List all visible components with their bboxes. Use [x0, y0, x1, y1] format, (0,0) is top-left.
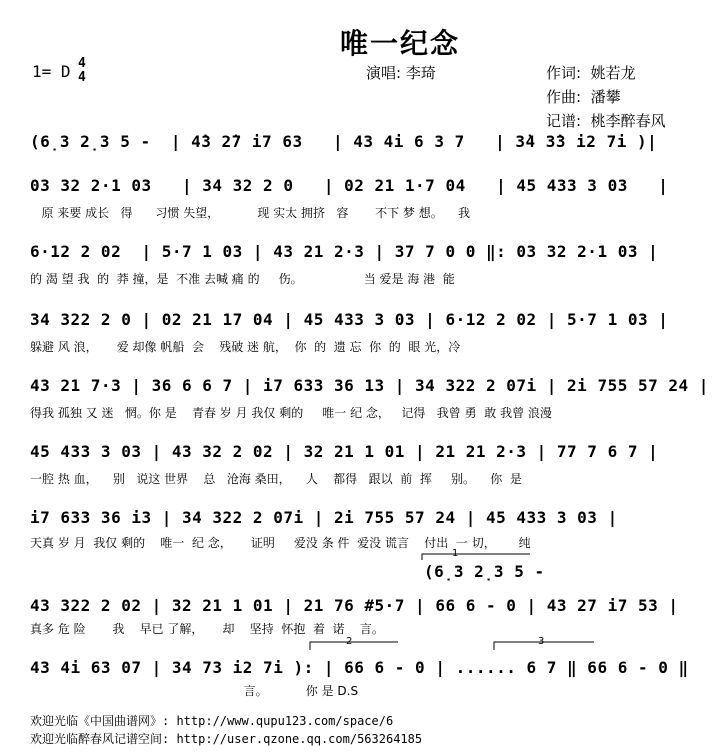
- lyrics-line-9: 言。 你 是 D.S: [30, 684, 359, 698]
- lyrics-line-8: 真多 危 险 我 早已 了解， 却 坚持 怀抱 着 诺 言。: [30, 622, 384, 636]
- volta-1-number: 1: [452, 548, 459, 559]
- time-signature-top: 4: [78, 56, 86, 71]
- lyrics-line-7: 天真 岁 月 我仅 剩的 唯一 纪 念， 证明 爱没 条 件 爱没 谎言 付出 一 切， 纯: [30, 536, 531, 550]
- volta-1-melody: (6̣3 2̣3 5 -: [424, 562, 545, 581]
- footer-link-qzone[interactable]: 欢迎光临醉春风记谱空间: http://user.qzone.qq.com/563264185: [30, 732, 423, 746]
- melody-line-1: (6̣3 2̣3 5 - | 4̇3 2̇7 i7 63 | 43 4i 6 3 7 | 3̇4 3̇3 i2 7i )|: [30, 132, 658, 151]
- time-signature-bottom: 4: [78, 70, 86, 85]
- melody-line-6: 45 433 3 03 | 43 32 2 02 | 32 21 1 01 | 21 21 2·3 | 77 7 6 7 |: [30, 442, 659, 461]
- footer-link-qupu[interactable]: 欢迎光临《中国曲谱网》: http://www.qupu123.com/space/6: [30, 714, 394, 728]
- lyrics-line-6: 一腔 热 血， 别 说这 世界 总 沧海 桑田， 人 都得 跟以 前 挥 别。 你 是: [30, 472, 522, 486]
- key-signature: 1= D: [32, 62, 71, 81]
- lyricist-credit: 作词: 姚若龙: [546, 64, 636, 82]
- melody-line-9: 43 4i 63 07 | 34 73 i2 7i ): | 66 6 - 0 | ...... 6 7 ‖ 66 6 - 0 ‖: [30, 658, 689, 677]
- composer-credit: 作曲: 潘攀: [546, 88, 621, 106]
- melody-line-5: 43 21 7·3 | 36 6 6 7 | i7 633 36 13 | 34 322 2 07i | 2i 755 57 24 |: [30, 376, 709, 395]
- singer-credit: 演唱: 李琦: [366, 64, 436, 82]
- lyrics-line-2: 原 来要 成长 得 习惯 失望， 现 实太 拥挤 容 不下 梦 想。 我: [30, 206, 471, 220]
- page-title: 唯一纪念: [340, 27, 461, 60]
- transcriber-credit: 记谱: 桃李醉春风: [546, 112, 666, 130]
- volta-3-number: 3: [538, 636, 545, 647]
- lyrics-line-3: 的 渴 望 我 的 莽 撞，是 不准 去喊 痛 的 伤。 当 爱是 海 港 能: [30, 272, 455, 286]
- melody-line-2: 03 32 2·1 03 | 34 32 2 0 | 02 21 1·7 04 | 45 433 3 03 |: [30, 176, 669, 195]
- melody-line-8: 43 322 2 02 | 32 21 1 01 | 21 76 #5·7 | 66 6 - 0 | 43 27 i7 53 |: [30, 596, 679, 615]
- melody-line-7: i7 633 36 i3 | 34 322 2 07i | 2i 755 57 24 | 45 433 3 03 |: [30, 508, 618, 527]
- volta-2-number: 2: [346, 636, 353, 647]
- lyrics-line-5: 得我 孤独 又 迷 惘。你 是 青春 岁 月 我仅 剩的 唯一 纪 念， 记得 我曾 勇 敢 我曾 浪漫: [30, 406, 552, 420]
- lyrics-line-4: 躲避 风 浪， 爱 却像 帆船 会 残破 迷 航， 你 的 遗 忘 你 的 眼 光，冷: [30, 340, 461, 354]
- melody-line-4: 34 322 2 0 | 02 21 17 04 | 45 433 3 03 | 6·12 2 02 | 5·7 1 03 |: [30, 310, 669, 329]
- melody-line-3: 6·12 2 02 | 5·7 1 03 | 43 21 2·3 | 37 7 0 0 ‖: 03 32 2·1 03 |: [30, 242, 659, 261]
